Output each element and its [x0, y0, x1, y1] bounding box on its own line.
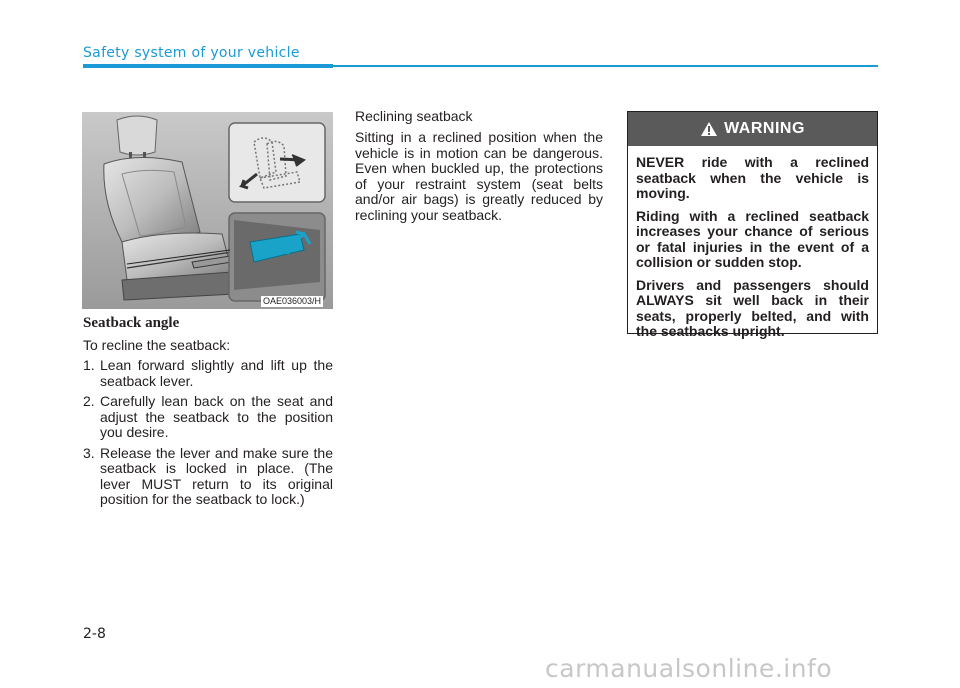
- step-number: 2.: [83, 393, 95, 409]
- section-title: Safety system of your vehicle: [83, 45, 300, 61]
- figure-code: OAE036003/H: [263, 296, 322, 306]
- warning-paragraph: NEVER ride with a reclined seatback when the vehicle is moving.: [636, 154, 869, 201]
- list-item: [83, 358, 333, 389]
- step-text: Carefully lean back on the seat and adjust the seatback to the position you desire.: [100, 393, 333, 440]
- intro-text: To recline the seatback:: [83, 337, 231, 353]
- reclining-paragraph: Sitting in a reclined position when the vehicle is in motion can be dangerous. Even when buckled up, the protections of your restraint system (seat belts and/or air bags) is greatly reduced by reclining your seatback.: [355, 129, 603, 223]
- warning-paragraph: Riding with a reclined seatback increases your chance of serious or fatal injuries in the event of a collision or sudden stop.: [636, 207, 869, 270]
- page-number: 2-8: [83, 626, 106, 642]
- warning-body: [628, 146, 877, 340]
- steps-list: [83, 358, 333, 513]
- list-item: [83, 394, 333, 441]
- warning-header: [628, 112, 877, 146]
- warning-triangle-icon: [700, 121, 718, 137]
- warning-box: [627, 111, 878, 339]
- warning-label: WARNING: [724, 120, 805, 137]
- warning-paragraph: Drivers and passengers should ALWAYS sit well back in their seats, properly belted, and with the seatbacks upright.: [636, 276, 869, 339]
- watermark: carmanualsonline.info: [545, 654, 833, 683]
- seat-photo: [82, 112, 333, 309]
- step-text: Lean forward slightly and lift up the seatback lever.: [100, 357, 333, 389]
- header-rule-thin: [333, 65, 878, 67]
- step-number: 3.: [83, 444, 95, 461]
- reclining-title: Reclining seatback: [355, 108, 473, 124]
- step-text: Release the lever and make sure the seatback is locked in place. (The lever MUST return to its original position for the seatback to lock.): [100, 444, 333, 507]
- step-number: 1.: [83, 357, 95, 373]
- header-rule-thick: [83, 64, 333, 68]
- seatback-angle-heading: Seatback angle: [83, 315, 180, 331]
- list-item: [83, 446, 333, 508]
